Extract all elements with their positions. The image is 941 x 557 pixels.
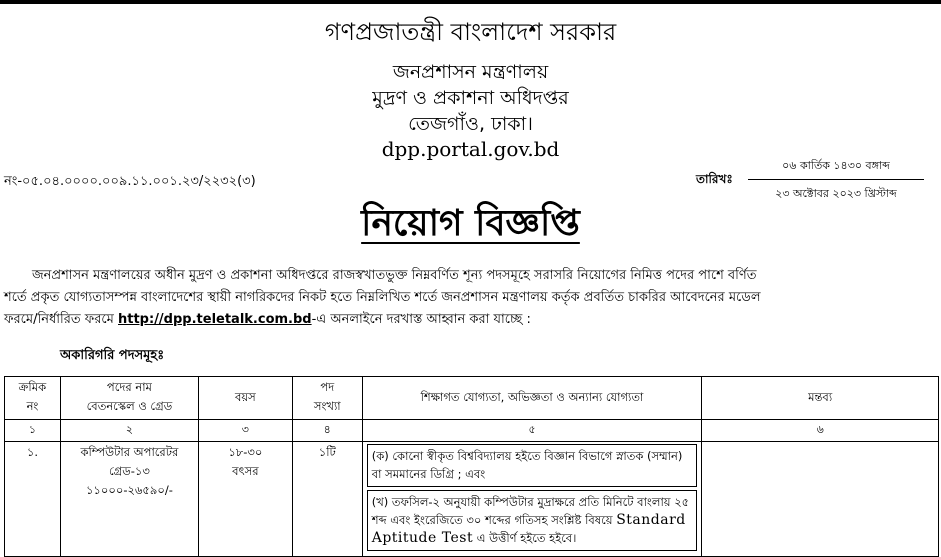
government-title: গণপ্রজাতন্ত্রী বাংলাদেশ সরকার [324,18,617,46]
notice-title [0,196,941,256]
office-address: তেজগাঁও, ঢাকা। [408,113,533,135]
row-remarks [702,442,939,557]
row-serial: ১. [5,442,61,557]
header-count: পদ সংখ্যা [292,377,362,420]
row-qualification [362,442,702,557]
date-bangla: ০৬ কার্তিক ১৪৩০ বঙ্গাব্দ [748,157,924,180]
intro-paragraph [4,265,940,331]
row-age: ১৮-৩০ বৎসর [198,442,292,557]
section-title: অকারিগরি পদসমূহঃ [60,348,165,363]
date-english: ২৩ অক্টোবর ২০২৩ খ্রিস্টাব্দ [775,187,897,200]
header-age: বয়স [198,377,292,420]
intro-line-3-start: ফরমে/নির্ধারিত ফরমে [4,312,118,327]
intro-line-1: জনপ্রশাসন মন্ত্রণালয়ের অধীন মুদ্রণ ও প্রকাশনা অধিদপ্তরে রাজস্বখাতভুক্ত নিম্নবর্ণিত শূন্য পদসমূহে সরাসরি নিয়োগের নিমিত্ত পদের পাশে বর্ণিত [32,268,757,283]
header-qualification: শিক্ষাগত যোগ্যতা, অভিজ্ঞতা ও অন্যান্য যোগ্যতা [362,377,702,420]
header-serial: ক্রমিক নং [5,377,61,420]
column-number: ৩ [198,420,292,442]
column-number-row [5,420,939,442]
notice-title-text: নিয়োগ বিজ্ঞপ্তি [361,203,580,244]
column-number: ২ [60,420,198,442]
qualification-b: (খ) তফসিল-২ অনুযায়ী কম্পিউটার মুদ্রাক্ষরে প্রতি মিনিটে বাংলায় ২৫ শব্দ এবং ইংরেজিতে ৩০ শব্দের গতিসহ সংশ্লিষ্ট বিষয়ে Standard Aptitude Test এ উত্তীর্ণ হইতে হইবে। [367,490,698,551]
department-name: মুদ্রণ ও প্রকাশনা অধিদপ্তর [372,87,569,109]
header-post: পদের নাম বেতনস্কেল ও গ্রেড [60,377,198,420]
column-number: ১ [5,420,61,442]
date-label: তারিখঃ [696,172,733,186]
post-pay-scale: ১১০০০-২৬৫৯০/- [85,483,173,497]
intro-line-3 [4,309,940,331]
column-number: ৪ [292,420,362,442]
post-grade: গ্রেড-১৩ [108,464,150,478]
row-count: ১টি [292,442,362,557]
intro-line-2: শর্তে প্রকৃত যোগ্যতাসম্পন্ন বাংলাদেশের স্থায়ী নাগরিকদের নিকট হতে নিম্নলিখিত শর্তে জনপ্রশাসন মন্ত্রণালয় কর্তৃক প্রবর্তিত চাকরির আবেদনের মডেল [4,290,761,305]
table-row [5,442,939,557]
qualification-a: (ক) কোনো স্বীকৃত বিশ্ববিদ্যালয় হইতে বিজ্ঞান বিভাগে স্নাতক (সম্মান) বা সমমানের ডিগ্রি ; এবং [367,444,698,487]
column-number: ৬ [702,420,939,442]
header-remarks: মন্তব্য [702,377,939,420]
website-url: dpp.portal.gov.bd [381,137,560,161]
row-post [60,442,198,557]
memo-number: নং-০৫.০৪.০০০০.০০৯.১১.০০১.২৩/২২৩২(৩) [4,174,256,189]
ministry-name: জনপ্রশাসন মন্ত্রণালয় [392,61,549,83]
top-border-line [0,0,941,4]
post-name: কম্পিউটার অপারেটর [80,445,179,459]
posts-table [4,376,939,557]
table-header-row [5,377,939,420]
teletalk-link[interactable]: http://dpp.teletalk.com.bd [118,312,312,327]
column-number: ৫ [362,420,702,442]
aptitude-test-name: Standard Aptitude Test [371,512,686,546]
intro-line-3-end: -এ অনলাইনে দরখাস্ত আহ্বান করা যাচ্ছে : [311,312,531,327]
